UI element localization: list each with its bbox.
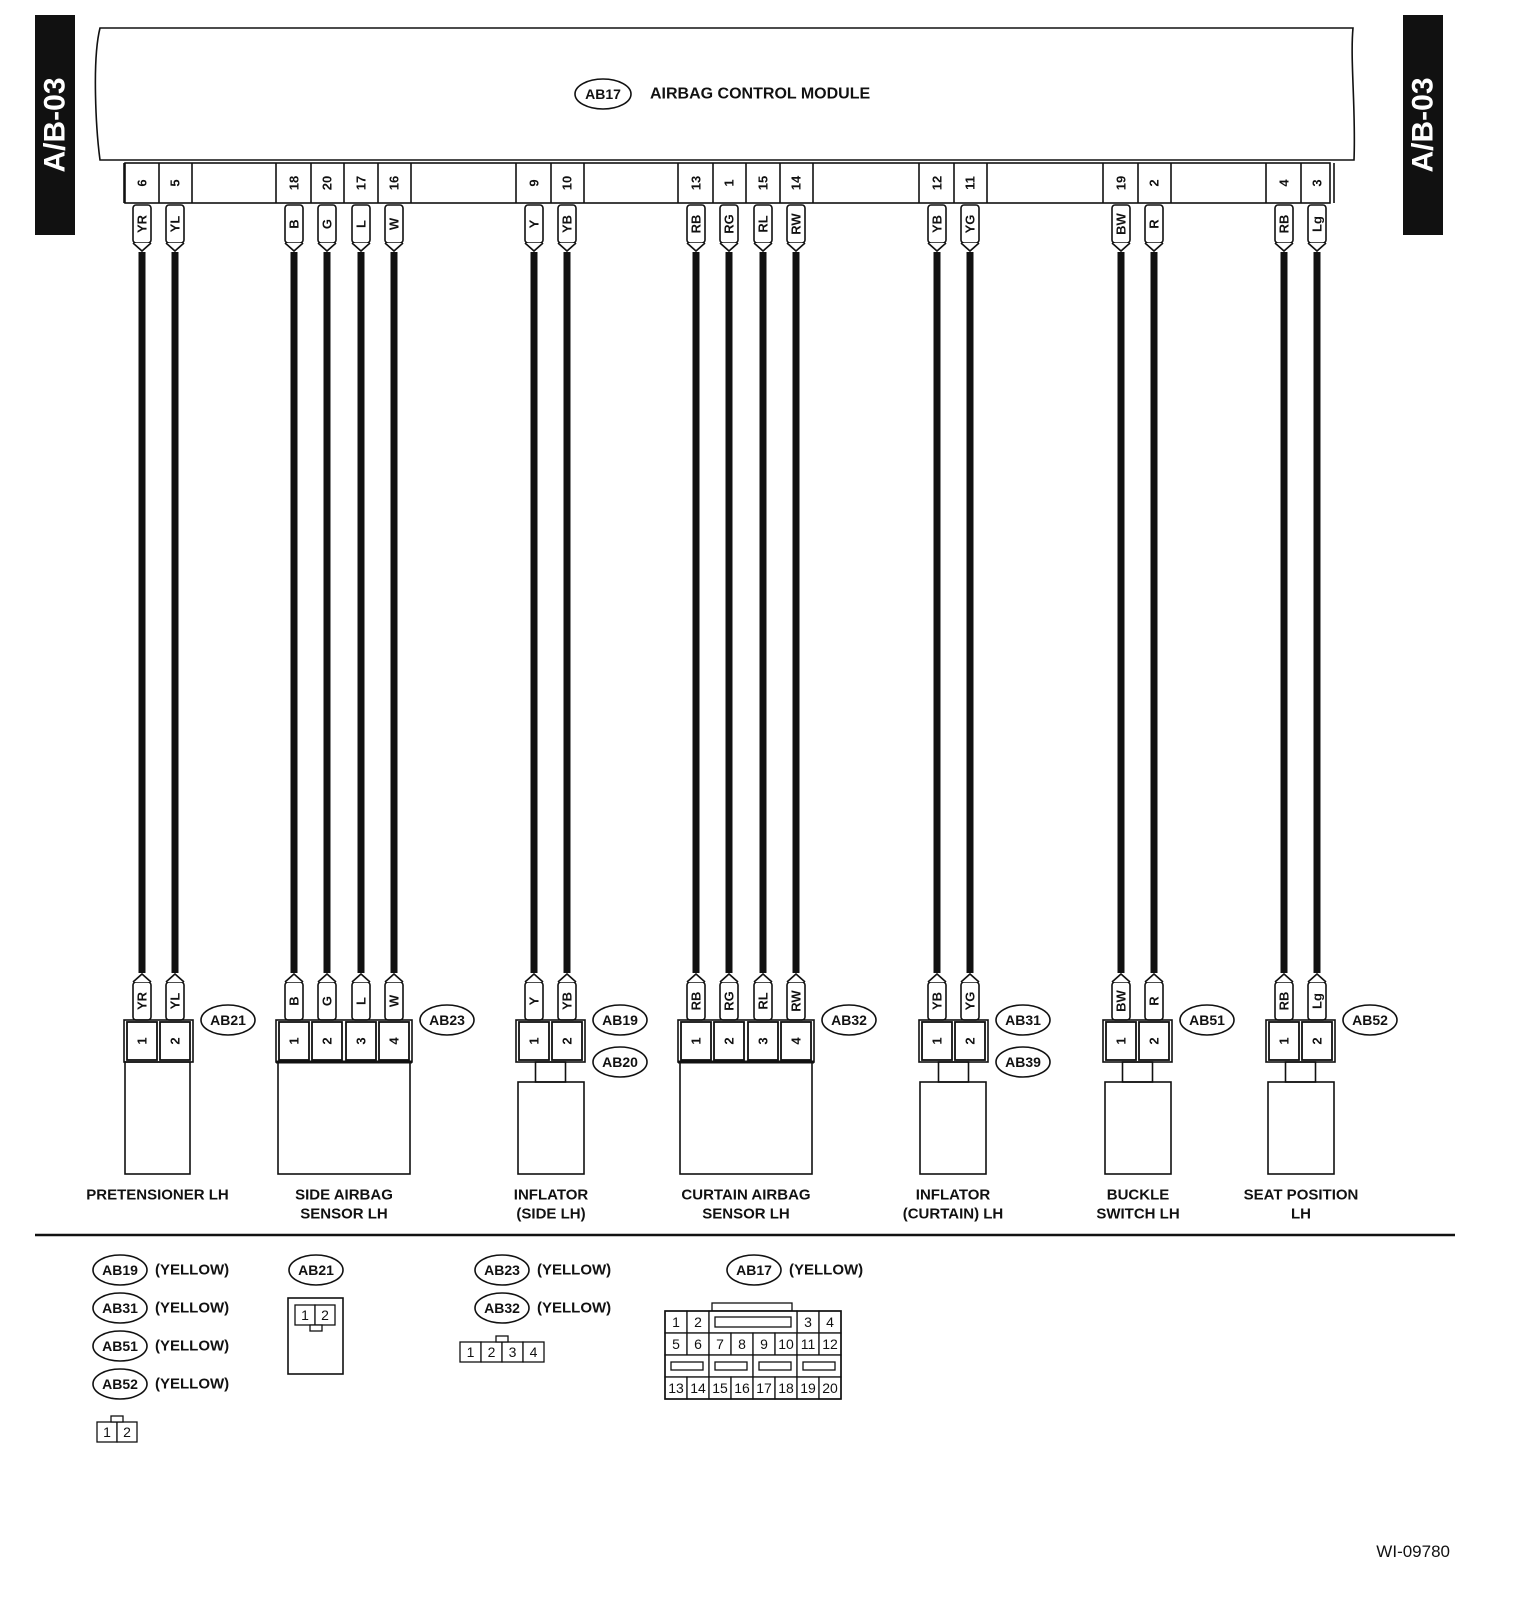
wire-color-bottom-10 <box>558 974 576 1020</box>
wire-color-bottom-20 <box>318 974 336 1020</box>
airbag-control-module <box>95 28 1354 203</box>
component-body <box>1268 1082 1334 1174</box>
component-label-line2: SWITCH LH <box>1096 1205 1180 1223</box>
connector-pin-1: 1 <box>1276 1037 1292 1045</box>
left-section-tab <box>35 15 75 235</box>
legend-pin-10: 10 <box>778 1336 794 1352</box>
wire-color-bottom-2 <box>1145 974 1163 1020</box>
legend-group-ab17 <box>665 1255 863 1399</box>
legend-connector-ab23 <box>475 1255 529 1285</box>
wire-color-top-6-text: YR <box>134 214 150 234</box>
connector-id-ab19-label: AB19 <box>602 1012 638 1028</box>
legend-color: (YELLOW) <box>155 1337 230 1355</box>
legend-pin-2: 2 <box>694 1314 702 1330</box>
module-pin-16: 16 <box>386 175 402 191</box>
connector-pin-cell <box>552 1022 582 1060</box>
legend-connector-ab32 <box>475 1293 529 1323</box>
component-label: BUCKLE <box>1106 1186 1170 1204</box>
connector-pin-cell <box>127 1022 157 1060</box>
connector-pin-cell <box>748 1022 778 1060</box>
legend-pin-3: 3 <box>508 1344 517 1360</box>
module-pin-5: 5 <box>167 179 183 187</box>
legend-connector-ab52 <box>93 1369 147 1399</box>
connector-pin-2: 2 <box>319 1037 335 1045</box>
connector-pin-cell <box>922 1022 952 1060</box>
wire-color-top-20 <box>318 205 336 251</box>
connector-pin-2: 2 <box>962 1037 978 1045</box>
connector-pin-4: 4 <box>788 1037 804 1045</box>
wire-color-top-14 <box>787 205 805 251</box>
legend-connector-ab17 <box>727 1255 781 1285</box>
wire-color-bottom-2-text: R <box>1146 996 1162 1006</box>
legend-pin-17: 17 <box>756 1380 772 1396</box>
wire-color-bottom-15 <box>754 974 772 1020</box>
right-section-tab-label: A/B-03 <box>1406 77 1440 173</box>
legend-pin-13: 13 <box>668 1380 684 1396</box>
legend-pin-18: 18 <box>778 1380 794 1396</box>
legend-pin-14: 14 <box>690 1380 706 1396</box>
wire-color-bottom-12 <box>928 974 946 1020</box>
wire-color-top-15 <box>754 205 772 251</box>
wire-color-bottom-1 <box>720 974 738 1020</box>
wire-color-top-5 <box>166 205 184 251</box>
group-seat-position-lh <box>1244 163 1397 1223</box>
wire-color-bottom-16 <box>385 974 403 1020</box>
connector-pin-1: 1 <box>286 1037 302 1045</box>
connector-pin-1: 1 <box>1113 1037 1129 1045</box>
wire-color-bottom-17-text: L <box>353 997 369 1005</box>
legend-pin-1: 1 <box>103 1424 111 1440</box>
connector-pin-2: 2 <box>167 1037 183 1045</box>
wire-color-top-20-text: G <box>319 218 335 230</box>
wire-color-bottom-6 <box>133 974 151 1020</box>
connector-pin-cell <box>160 1022 190 1060</box>
connector-pin-2: 2 <box>559 1037 575 1045</box>
component-label: INFLATOR <box>915 1186 991 1204</box>
component-label: PRETENSIONER LH <box>86 1186 229 1204</box>
legend-pin-1: 1 <box>301 1307 309 1323</box>
wire-color-bottom-14 <box>787 974 805 1020</box>
wire-color-top-6 <box>133 205 151 251</box>
wire-color-top-19-text: BW <box>1113 213 1129 235</box>
module-pin-14: 14 <box>788 175 804 191</box>
component-body <box>680 1062 812 1174</box>
component-label-line2: LH <box>1291 1205 1311 1223</box>
wire-color-top-17-text: L <box>353 220 369 228</box>
wire-color-bottom-18-text: B <box>286 996 302 1006</box>
wire-color-bottom-19-text: BW <box>1113 990 1129 1012</box>
legend-pin-12: 12 <box>822 1336 838 1352</box>
module-pin-4: 4 <box>1276 179 1292 187</box>
wire-color-top-14-text: RW <box>788 213 804 235</box>
connector-pin-1: 1 <box>134 1037 150 1045</box>
module-pin-10: 10 <box>559 175 575 191</box>
legend-pin-15: 15 <box>712 1380 728 1396</box>
legend-pin-2: 2 <box>123 1424 131 1440</box>
legend-pin-4: 4 <box>529 1344 538 1360</box>
module-pin-13: 13 <box>688 175 704 191</box>
module-title: AIRBAG CONTROL MODULE <box>650 85 871 103</box>
connector-pin-cell <box>312 1022 342 1060</box>
connector-pin-cell <box>1302 1022 1332 1060</box>
connector-id-ab21-label: AB21 <box>210 1012 246 1028</box>
legend-connector-ab21 <box>289 1255 343 1285</box>
connector-pin-4: 4 <box>386 1037 402 1045</box>
connector-pin-3: 3 <box>353 1037 369 1045</box>
wire-color-top-12 <box>928 205 946 251</box>
connector-id-ab19 <box>593 1005 647 1035</box>
group-curtain-airbag-sensor-lh <box>678 163 876 1223</box>
module-connector-id: AB17 <box>585 86 621 102</box>
legend-color: (YELLOW) <box>155 1299 230 1317</box>
connector-id-ab23-label: AB23 <box>429 1012 465 1028</box>
wire-color-top-17 <box>352 205 370 251</box>
wire-color-top-9 <box>525 205 543 251</box>
legend-connector-ab51 <box>93 1331 147 1361</box>
legend-group-yellow-4pin <box>460 1255 611 1362</box>
component-body <box>278 1062 410 1174</box>
wire-color-bottom-9-text: Y <box>526 996 542 1006</box>
connector-id-ab51 <box>1180 1005 1234 1035</box>
module-pin-11: 11 <box>962 176 978 190</box>
group-inflator-curtain-lh <box>903 163 1050 1223</box>
legend-group-ab21 <box>288 1255 343 1374</box>
wire-color-bottom-3 <box>1308 974 1326 1020</box>
connector-pin-2: 2 <box>1309 1037 1325 1045</box>
wire-color-bottom-5 <box>166 974 184 1020</box>
wire-color-bottom-9 <box>525 974 543 1020</box>
component-label: SIDE AIRBAG <box>295 1186 393 1204</box>
connector-id-ab39 <box>996 1047 1050 1077</box>
connector-pin-2: 2 <box>721 1037 737 1045</box>
legend-color: (YELLOW) <box>155 1375 230 1393</box>
legend-color: (YELLOW) <box>537 1261 612 1279</box>
connector-pin-cell <box>681 1022 711 1060</box>
component-label-line2: (SIDE LH) <box>516 1205 586 1223</box>
legend-group-yellow-2pin <box>93 1255 229 1442</box>
connector-groups <box>86 163 1397 1223</box>
component-label-line2: SENSOR LH <box>702 1205 790 1223</box>
component-label: SEAT POSITION <box>1243 1186 1359 1204</box>
wire-color-bottom-3-text: Lg <box>1309 993 1325 1009</box>
connector-pin-3: 3 <box>755 1037 771 1045</box>
connector-id-ab31 <box>996 1005 1050 1035</box>
wire-color-bottom-13-text: RB <box>688 991 704 1011</box>
connector-pin-cell <box>1269 1022 1299 1060</box>
legend-connector-ab52-label: AB52 <box>102 1376 138 1392</box>
module-pin-17: 17 <box>353 175 369 191</box>
left-section-tab-label: A/B-03 <box>38 77 72 173</box>
wire-color-top-4 <box>1275 205 1293 251</box>
wire-color-bottom-19 <box>1112 974 1130 1020</box>
legend-pin-3: 3 <box>804 1314 812 1330</box>
component-label-line2: SENSOR LH <box>300 1205 388 1223</box>
connector-pin-cell <box>1139 1022 1169 1060</box>
wire-color-top-2-text: R <box>1146 219 1162 229</box>
group-buckle-switch-lh <box>1096 163 1234 1223</box>
legend-connector-ab31-label: AB31 <box>102 1300 138 1316</box>
connector-id-ab52 <box>1343 1005 1397 1035</box>
legend-pin-2: 2 <box>321 1307 329 1323</box>
legend-pin-8: 8 <box>738 1336 746 1352</box>
module-pin-15: 15 <box>755 175 771 191</box>
wire-color-top-13-text: RB <box>688 214 704 234</box>
legend-color: (YELLOW) <box>537 1299 612 1317</box>
connector-id-ab51-label: AB51 <box>1189 1012 1225 1028</box>
component-body <box>1105 1082 1171 1174</box>
wire-color-bottom-11-text: YG <box>962 991 978 1011</box>
wire-color-top-13 <box>687 205 705 251</box>
wire-color-bottom-6-text: YR <box>134 991 150 1011</box>
legend-pin-16: 16 <box>734 1380 750 1396</box>
legend-connector-ab51-label: AB51 <box>102 1338 138 1354</box>
wire-color-top-18 <box>285 205 303 251</box>
legend-pin-11: 11 <box>800 1336 816 1352</box>
legend-connector-ab17-label: AB17 <box>736 1262 772 1278</box>
component-body <box>518 1082 584 1174</box>
connector-id-ab32-label: AB32 <box>831 1012 867 1028</box>
connector-pin-1: 1 <box>929 1037 945 1045</box>
legend-pin-1: 1 <box>466 1344 475 1360</box>
connector-pin-cell <box>519 1022 549 1060</box>
module-pin-20: 20 <box>319 175 335 191</box>
connector-legend <box>93 1255 863 1442</box>
wire-color-bottom-13 <box>687 974 705 1020</box>
legend-pin-5: 5 <box>672 1336 680 1352</box>
module-pin-9: 9 <box>526 179 542 187</box>
connector-pin-cell <box>346 1022 376 1060</box>
group-inflator-side-lh <box>514 163 647 1223</box>
connector-pin-cell <box>1106 1022 1136 1060</box>
module-pin-2: 2 <box>1146 179 1162 187</box>
wire-color-bottom-12-text: YB <box>929 991 945 1011</box>
legend-pin-19: 19 <box>800 1380 816 1396</box>
wire-color-top-15-text: RL <box>755 215 771 233</box>
legend-pin-2: 2 <box>487 1344 496 1360</box>
legend-connector-ab31 <box>93 1293 147 1323</box>
legend-pin-20: 20 <box>822 1380 838 1396</box>
wire-color-top-16 <box>385 205 403 251</box>
wire-color-bottom-16-text: W <box>386 994 402 1008</box>
wire-color-top-3-text: Lg <box>1309 216 1325 232</box>
wire-color-bottom-11 <box>961 974 979 1020</box>
wire-color-top-10 <box>558 205 576 251</box>
wire-color-bottom-4-text: RB <box>1276 991 1292 1011</box>
module-pin-1: 1 <box>721 179 737 187</box>
connector-id-ab21 <box>201 1005 255 1035</box>
wire-color-bottom-17 <box>352 974 370 1020</box>
wire-color-bottom-20-text: G <box>319 995 335 1007</box>
legend-connector-ab19 <box>93 1255 147 1285</box>
module-pin-6: 6 <box>134 179 150 187</box>
connector-id-ab39-label: AB39 <box>1005 1054 1041 1070</box>
connector-pin-cell <box>781 1022 811 1060</box>
legend-connector-ab23-label: AB23 <box>484 1262 520 1278</box>
legend-connector-ab21-label: AB21 <box>298 1262 334 1278</box>
wire-color-top-19 <box>1112 205 1130 251</box>
module-pin-12: 12 <box>929 175 945 191</box>
wire-color-bottom-18 <box>285 974 303 1020</box>
connector-pin-cell <box>379 1022 409 1060</box>
wire-color-top-12-text: YB <box>929 214 945 234</box>
wire-color-top-9-text: Y <box>526 219 542 229</box>
legend-color: (YELLOW) <box>155 1261 230 1279</box>
module-pin-19: 19 <box>1113 175 1129 191</box>
legend-color: (YELLOW) <box>789 1261 864 1279</box>
component-label-line2: (CURTAIN) LH <box>902 1205 1004 1223</box>
connector-pin-2: 2 <box>1146 1037 1162 1045</box>
wire-color-top-1-text: RG <box>721 214 737 234</box>
connector-pin-1: 1 <box>688 1037 704 1045</box>
component-label: CURTAIN AIRBAG <box>681 1186 811 1204</box>
right-section-tab <box>1403 15 1443 235</box>
legend-pin-9: 9 <box>760 1336 768 1352</box>
group-side-airbag-sensor-lh <box>276 163 474 1223</box>
connector-pin-cell <box>279 1022 309 1060</box>
wire-color-top-4-text: RB <box>1276 214 1292 234</box>
module-pin-3: 3 <box>1309 179 1325 187</box>
connector-pin-cell <box>955 1022 985 1060</box>
connector-id-ab31-label: AB31 <box>1005 1012 1041 1028</box>
connector-id-ab20-label: AB20 <box>602 1054 638 1070</box>
wire-color-bottom-15-text: RL <box>755 992 771 1010</box>
legend-connector-ab32-label: AB32 <box>484 1300 520 1316</box>
legend-connector-ab19-label: AB19 <box>102 1262 138 1278</box>
wire-color-bottom-4 <box>1275 974 1293 1020</box>
legend-pin-6: 6 <box>694 1336 702 1352</box>
component-label: INFLATOR <box>513 1186 589 1204</box>
wire-color-top-5-text: YL <box>167 215 183 233</box>
component-body <box>920 1082 986 1174</box>
wire-color-bottom-14-text: RW <box>788 990 804 1012</box>
wire-color-top-3 <box>1308 205 1326 251</box>
wire-color-top-2 <box>1145 205 1163 251</box>
wire-color-top-1 <box>720 205 738 251</box>
wire-color-top-11-text: YG <box>962 214 978 234</box>
figure-id: WI-09780 <box>1376 1542 1450 1561</box>
wire-color-top-18-text: B <box>286 219 302 229</box>
wire-color-top-10-text: YB <box>559 214 575 234</box>
module-pin-18: 18 <box>286 175 302 191</box>
legend-pin-7: 7 <box>716 1336 724 1352</box>
connector-pin-1: 1 <box>526 1037 542 1045</box>
connector-id-ab52-label: AB52 <box>1352 1012 1388 1028</box>
connector-pin-cell <box>714 1022 744 1060</box>
legend-pin-1: 1 <box>672 1314 680 1330</box>
group-pretensioner-lh <box>86 163 255 1204</box>
wire-color-top-11 <box>961 205 979 251</box>
connector-id-ab20 <box>593 1047 647 1077</box>
legend-pin-4: 4 <box>826 1314 834 1330</box>
wire-color-bottom-5-text: YL <box>167 992 183 1010</box>
wire-color-bottom-10-text: YB <box>559 991 575 1011</box>
connector-id-ab32 <box>822 1005 876 1035</box>
wire-color-top-16-text: W <box>386 217 402 231</box>
connector-id-ab23 <box>420 1005 474 1035</box>
component-body <box>125 1062 190 1174</box>
wire-color-bottom-1-text: RG <box>721 991 737 1011</box>
